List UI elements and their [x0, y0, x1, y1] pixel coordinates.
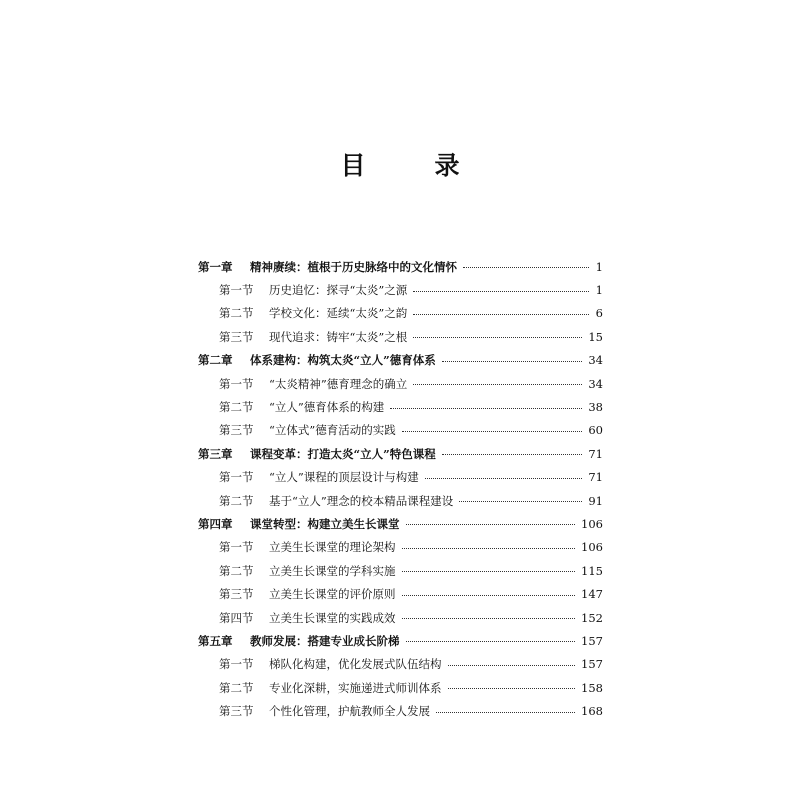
toc-section-row[interactable] — [198, 699, 603, 722]
dot-leader — [436, 712, 575, 713]
toc-section-row[interactable] — [198, 489, 603, 512]
section-number: 第二节 — [219, 680, 254, 695]
page-number: 106 — [581, 540, 603, 555]
section-title: “立人”德育体系的构建 — [269, 400, 385, 415]
toc-chapter-row[interactable] — [198, 512, 603, 535]
table-of-contents — [198, 255, 603, 723]
chapter-number: 第三章 — [198, 446, 233, 461]
toc-section-row[interactable] — [198, 395, 603, 418]
section-title: 立美生长课堂的学科实施 — [269, 563, 396, 578]
page-number: 158 — [581, 680, 603, 695]
toc-section-row[interactable] — [198, 676, 603, 699]
toc-chapter-row[interactable] — [198, 255, 603, 278]
dot-leader — [425, 478, 583, 479]
section-title: 专业化深耕，实施递进式师训体系 — [269, 680, 442, 695]
toc-chapter-row[interactable] — [198, 349, 603, 372]
section-number: 第二节 — [219, 400, 254, 415]
dot-leader — [390, 408, 582, 409]
dot-leader — [413, 314, 589, 315]
section-number: 第二节 — [219, 563, 254, 578]
toc-section-row[interactable] — [198, 559, 603, 582]
section-number: 第一节 — [219, 540, 254, 555]
page-title: 目 录 — [340, 151, 482, 180]
page-number: 115 — [581, 563, 603, 578]
toc-section-row[interactable] — [198, 325, 603, 348]
toc-section-row[interactable] — [198, 302, 603, 325]
page-number: 147 — [581, 587, 603, 602]
section-number: 第一节 — [219, 470, 254, 485]
toc-section-row[interactable] — [198, 582, 603, 605]
dot-leader — [413, 291, 589, 292]
section-number: 第三节 — [219, 423, 254, 438]
section-title: “立体式”德育活动的实践 — [269, 423, 396, 438]
section-number: 第二节 — [219, 306, 254, 321]
toc-section-row[interactable] — [198, 536, 603, 559]
page-number: 157 — [581, 633, 603, 648]
dot-leader — [406, 641, 576, 642]
section-title: 个性化管理，护航教师全人发展 — [269, 704, 430, 719]
section-number: 第三节 — [219, 329, 254, 344]
section-number: 第二节 — [219, 493, 254, 508]
chapter-title: 课程变革：打造太炎“立人”特色课程 — [250, 446, 436, 461]
section-number: 第一节 — [219, 376, 254, 391]
dot-leader — [463, 267, 589, 268]
toc-section-row[interactable] — [198, 653, 603, 676]
page-number: 106 — [581, 516, 603, 531]
dot-leader — [413, 337, 582, 338]
section-title: 现代追求：铸牢“太炎”之根 — [269, 329, 408, 344]
page-number: 71 — [588, 470, 603, 485]
section-title: 立美生长课堂的理论架构 — [269, 540, 396, 555]
section-title: 基于“立人”理念的校本精品课程建设 — [269, 493, 454, 508]
dot-leader — [402, 571, 576, 572]
dot-leader — [402, 618, 576, 619]
page-number: 1 — [595, 283, 603, 298]
dot-leader — [459, 501, 582, 502]
page-number: 71 — [588, 446, 603, 461]
page-number: 1 — [595, 259, 603, 274]
chapter-number: 第一章 — [198, 259, 233, 274]
page-number: 152 — [581, 610, 603, 625]
section-number: 第三节 — [219, 587, 254, 602]
toc-section-row[interactable] — [198, 419, 603, 442]
toc-section-row[interactable] — [198, 278, 603, 301]
page-number: 60 — [588, 423, 603, 438]
dot-leader — [402, 431, 583, 432]
chapter-title: 教师发展：搭建专业成长阶梯 — [250, 633, 400, 648]
toc-chapter-row[interactable] — [198, 442, 603, 465]
section-title: 立美生长课堂的实践成效 — [269, 610, 396, 625]
section-number: 第一节 — [219, 283, 254, 298]
dot-leader — [448, 665, 576, 666]
page-number: 38 — [588, 400, 603, 415]
dot-leader — [448, 688, 576, 689]
dot-leader — [402, 548, 576, 549]
chapter-number: 第二章 — [198, 353, 233, 368]
section-number: 第四节 — [219, 610, 254, 625]
section-number: 第一节 — [219, 657, 254, 672]
chapter-title: 课堂转型：构建立美生长课堂 — [250, 516, 400, 531]
chapter-number: 第五章 — [198, 633, 233, 648]
chapter-number: 第四章 — [198, 516, 233, 531]
section-title: “太炎精神”德育理念的确立 — [269, 376, 408, 391]
page-number: 34 — [588, 353, 603, 368]
section-title: 学校文化：延续“太炎”之韵 — [269, 306, 408, 321]
toc-section-row[interactable] — [198, 606, 603, 629]
chapter-title: 精神赓续：植根于历史脉络中的文化情怀 — [250, 259, 457, 274]
toc-section-row[interactable] — [198, 372, 603, 395]
dot-leader — [402, 595, 576, 596]
toc-chapter-row[interactable] — [198, 629, 603, 652]
page-number: 6 — [595, 306, 603, 321]
chapter-title: 体系建构：构筑太炎“立人”德育体系 — [250, 353, 436, 368]
page-number: 91 — [588, 493, 603, 508]
page-number: 34 — [588, 376, 603, 391]
dot-leader — [406, 524, 576, 525]
section-number: 第三节 — [219, 704, 254, 719]
section-title: “立人”课程的顶层设计与构建 — [269, 470, 419, 485]
section-title: 梯队化构建，优化发展式队伍结构 — [269, 657, 442, 672]
dot-leader — [442, 361, 583, 362]
page-number: 15 — [588, 329, 603, 344]
page-number: 157 — [581, 657, 603, 672]
dot-leader — [442, 454, 583, 455]
section-title: 立美生长课堂的评价原则 — [269, 587, 396, 602]
dot-leader — [413, 384, 582, 385]
page-number: 168 — [581, 704, 603, 719]
section-title: 历史追忆：探寻“太炎”之源 — [269, 283, 408, 298]
toc-section-row[interactable] — [198, 466, 603, 489]
